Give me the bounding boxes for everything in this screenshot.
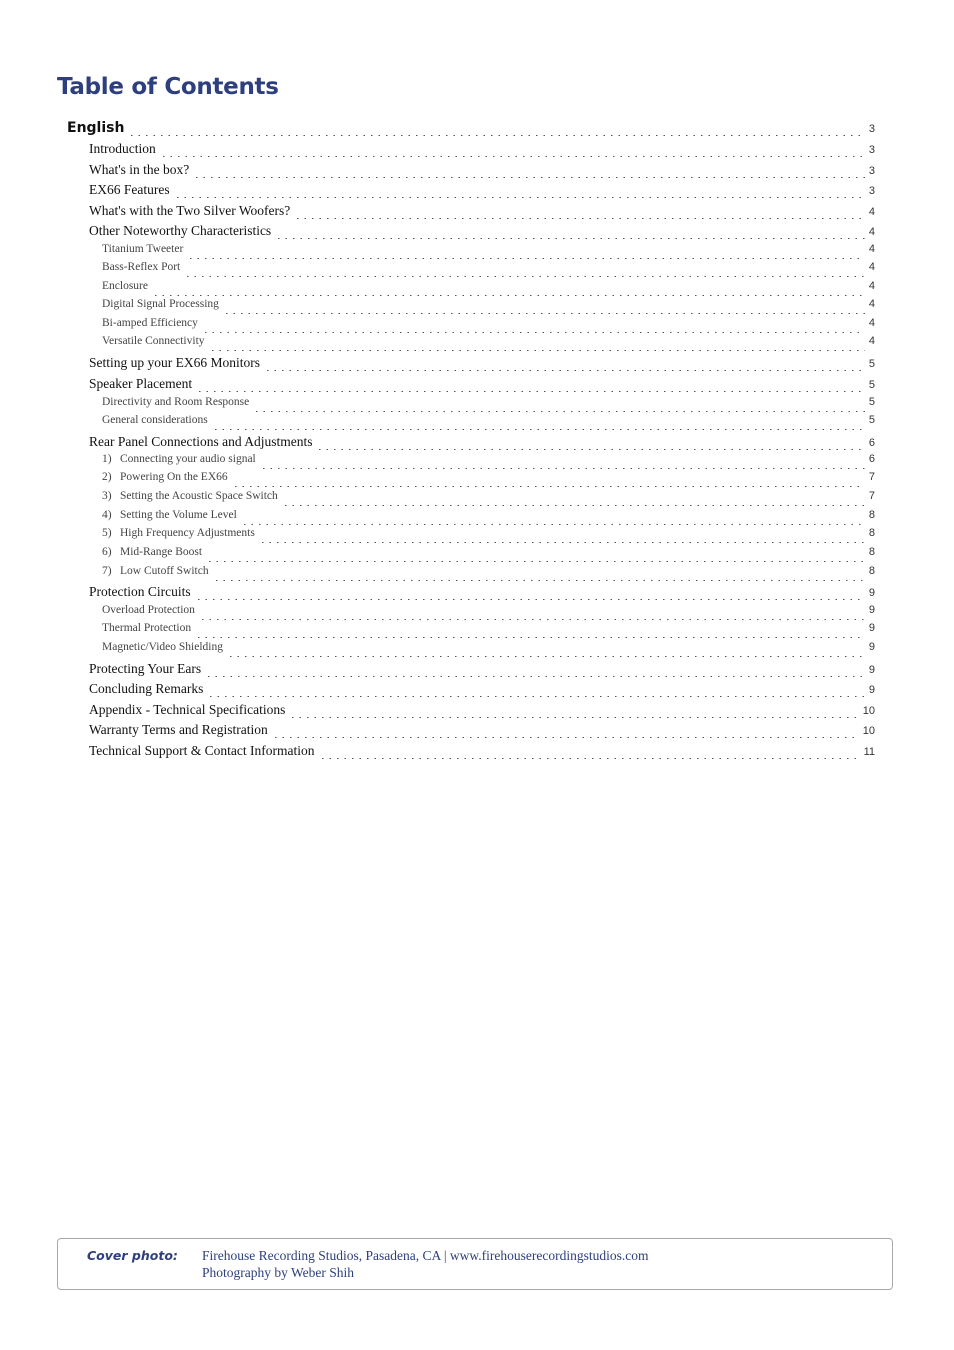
toc-entry-page-number: 3 xyxy=(868,123,875,135)
toc-entry-label xyxy=(102,509,237,521)
toc-entry-label xyxy=(102,317,198,329)
toc-entry-text: Digital Signal Processing xyxy=(102,298,219,310)
toc-dot-leader xyxy=(260,468,865,469)
toc-entry-page-number: 5 xyxy=(868,414,875,426)
toc-entry-label xyxy=(89,743,315,759)
toc-entry[interactable] xyxy=(102,261,875,281)
toc-dot-leader xyxy=(160,156,865,157)
toc-entry-page-number: 6 xyxy=(868,453,875,465)
toc-entry-page-number: 8 xyxy=(868,546,875,558)
toc-dot-leader xyxy=(187,258,865,259)
toc-entry-text: English xyxy=(67,120,125,136)
toc-entry[interactable] xyxy=(89,355,875,375)
toc-entry-text: General considerations xyxy=(102,414,208,426)
toc-entry-number: 5) xyxy=(102,527,112,539)
toc-entry[interactable] xyxy=(89,702,875,722)
toc-entry-page-number: 10 xyxy=(862,705,875,717)
toc-entry-label xyxy=(102,622,191,634)
toc-entry-label xyxy=(102,641,223,653)
toc-entry-label xyxy=(89,584,191,600)
toc-entry-text: What's with the Two Silver Woofers? xyxy=(89,203,291,218)
toc-entry[interactable] xyxy=(102,527,875,547)
toc-dot-leader xyxy=(212,429,865,430)
toc-dot-leader xyxy=(202,332,865,333)
toc-entry[interactable] xyxy=(89,203,875,223)
toc-dot-leader xyxy=(259,542,865,543)
toc-entry-text: EX66 Features xyxy=(89,182,170,197)
toc-entry[interactable] xyxy=(102,317,875,337)
toc-entry[interactable] xyxy=(102,604,875,624)
toc-entry-page-number: 9 xyxy=(868,641,875,653)
toc-entry-page-number: 3 xyxy=(868,144,875,156)
toc-entry-label xyxy=(89,162,189,178)
toc-entry[interactable] xyxy=(102,396,875,416)
toc-entry-label xyxy=(67,120,124,136)
toc-dot-leader xyxy=(152,295,865,296)
toc-entry-text: Powering On the EX66 xyxy=(120,471,228,483)
toc-entry-label xyxy=(102,453,256,465)
toc-entry[interactable] xyxy=(89,434,875,454)
toc-dot-leader xyxy=(241,524,865,525)
toc-entry-page-number: 8 xyxy=(868,509,875,521)
toc-entry-text: Setting the Acoustic Space Switch xyxy=(120,490,278,502)
toc-entry-page-number: 4 xyxy=(868,243,875,255)
toc-entry[interactable] xyxy=(89,162,875,182)
toc-entry-label xyxy=(102,298,219,310)
toc-entry-text: Versatile Connectivity xyxy=(102,335,205,347)
toc-entry-page-number: 3 xyxy=(868,165,875,177)
toc-entry-page-number: 3 xyxy=(868,185,875,197)
toc-entry[interactable] xyxy=(89,661,875,681)
toc-entry-text: Other Noteworthy Characteristics xyxy=(89,223,272,238)
toc-entry-number: 3) xyxy=(102,490,112,502)
toc-entry-text: Overload Protection xyxy=(102,604,195,616)
toc-entry-page-number: 8 xyxy=(868,527,875,539)
toc-dot-leader xyxy=(316,449,864,450)
toc-entry-text: Introduction xyxy=(89,141,156,156)
toc-entry[interactable] xyxy=(89,743,875,763)
toc-entry-label xyxy=(102,335,205,347)
toc-entry-text: Appendix - Technical Specifications xyxy=(89,702,286,717)
toc-entry-label xyxy=(89,376,192,392)
toc-entry-text: High Frequency Adjustments xyxy=(120,527,255,539)
toc-entry-page-number: 9 xyxy=(868,622,875,634)
toc-entry-label xyxy=(89,182,170,198)
toc-entry-text: Speaker Placement xyxy=(89,376,193,391)
toc-entry-page-number: 5 xyxy=(868,358,875,370)
toc-entry-label xyxy=(102,280,148,292)
toc-dot-leader xyxy=(253,411,865,412)
toc-entry[interactable] xyxy=(102,622,875,642)
toc-entry[interactable] xyxy=(102,490,875,510)
toc-entry-text: Titanium Tweeter xyxy=(102,243,184,255)
toc-dot-leader xyxy=(223,313,865,314)
cover-photo-credit-box xyxy=(57,1238,893,1290)
toc-entry-number: 6) xyxy=(102,546,112,558)
cover-photo-label: Cover photo: xyxy=(87,1248,178,1263)
toc-entry-page-number: 5 xyxy=(868,396,875,408)
toc-entry-text: Bi-amped Efficiency xyxy=(102,317,198,329)
toc-entry[interactable] xyxy=(67,120,875,140)
toc-entry-page-number: 4 xyxy=(868,298,875,310)
toc-entry[interactable] xyxy=(89,681,875,701)
toc-dot-leader xyxy=(227,656,865,657)
toc-entry-label xyxy=(102,527,255,539)
toc-entry[interactable] xyxy=(102,335,875,355)
toc-entry-label xyxy=(102,243,183,255)
toc-entry-page-number: 9 xyxy=(868,684,875,696)
toc-entry-text: Rear Panel Connections and Adjustments xyxy=(89,434,313,449)
toc-entry-text: Bass-Reflex Port xyxy=(102,261,181,273)
toc-entry-number: 7) xyxy=(102,565,112,577)
toc-entry[interactable] xyxy=(102,641,875,661)
toc-dot-leader xyxy=(128,135,864,136)
toc-dot-leader xyxy=(289,717,858,718)
toc-entry-text: Protection Circuits xyxy=(89,584,191,599)
toc-dot-leader xyxy=(196,391,865,392)
toc-entry[interactable] xyxy=(102,298,875,318)
cover-photo-credit: Photography by Weber Shih xyxy=(202,1265,355,1280)
toc-entry-label xyxy=(89,681,203,697)
toc-entry-label xyxy=(89,141,156,157)
toc-entry-label xyxy=(102,604,195,616)
toc-entry[interactable] xyxy=(102,280,875,300)
toc-entry[interactable] xyxy=(102,453,875,473)
toc-entry-label xyxy=(89,223,271,239)
toc-entry[interactable] xyxy=(89,584,875,604)
toc-entry-number: 2) xyxy=(102,471,112,483)
toc-entry[interactable] xyxy=(102,509,875,529)
toc-entry-label xyxy=(102,396,249,408)
toc-entry-page-number: 4 xyxy=(868,206,875,218)
toc-dot-leader xyxy=(207,696,865,697)
toc-entry-page-number: 9 xyxy=(868,664,875,676)
toc-entry-text: Technical Support & Contact Information xyxy=(89,743,315,758)
toc-entry-label xyxy=(89,722,268,738)
toc-entry-text: Setting up your EX66 Monitors xyxy=(89,355,260,370)
toc-entry-label xyxy=(102,471,228,483)
toc-entry-text: Thermal Protection xyxy=(102,622,192,634)
toc-entry-page-number: 5 xyxy=(868,379,875,391)
toc-entry-text: Protecting Your Ears xyxy=(89,661,202,676)
toc-entry-text: Enclosure xyxy=(102,280,148,292)
toc-entry-page-number: 9 xyxy=(868,587,875,599)
toc-dot-leader xyxy=(206,561,865,562)
toc-entry[interactable] xyxy=(89,722,875,742)
toc-entry-page-number: 7 xyxy=(868,471,875,483)
toc-entry[interactable] xyxy=(89,223,875,243)
toc-entry-label xyxy=(102,261,180,273)
toc-entry-page-number: 7 xyxy=(868,490,875,502)
toc-entry-page-number: 10 xyxy=(862,725,875,737)
toc-dot-leader xyxy=(264,370,865,371)
toc-entry-text: Setting the Volume Level xyxy=(120,509,237,521)
toc-dot-leader xyxy=(195,599,865,600)
toc-entry-number: 1) xyxy=(102,453,112,465)
toc-entry-text: Magnetic/Video Shielding xyxy=(102,641,223,653)
toc-entry[interactable] xyxy=(102,565,875,585)
toc-entry-label xyxy=(89,355,260,371)
toc-entry-label xyxy=(89,203,290,219)
toc-dot-leader xyxy=(209,350,865,351)
toc-entry[interactable] xyxy=(102,546,875,566)
toc-dot-leader xyxy=(195,637,865,638)
toc-entry-text: Directivity and Room Response xyxy=(102,396,250,408)
cover-photo-location: Firehouse Recording Studios, Pasadena, CA | www.firehouserecordingstudios.com xyxy=(202,1248,649,1263)
toc-dot-leader xyxy=(232,486,865,487)
toc-entry-label xyxy=(102,414,208,426)
page-title: Table of Contents xyxy=(57,74,279,100)
toc-dot-leader xyxy=(193,177,865,178)
toc-entry[interactable] xyxy=(89,141,875,161)
toc-entry-page-number: 9 xyxy=(868,604,875,616)
toc-entry-page-number: 4 xyxy=(868,261,875,273)
toc-entry-text: What's in the box? xyxy=(89,162,190,177)
toc-entry-label xyxy=(89,661,201,677)
toc-dot-leader xyxy=(275,238,865,239)
toc-dot-leader xyxy=(213,580,865,581)
toc-dot-leader xyxy=(282,505,865,506)
toc-entry-label xyxy=(102,546,202,558)
toc-entry[interactable] xyxy=(102,471,875,491)
toc-entry[interactable] xyxy=(102,414,875,434)
toc-entry[interactable] xyxy=(89,182,875,202)
toc-entry-text: Concluding Remarks xyxy=(89,681,204,696)
toc-entry-page-number: 4 xyxy=(868,317,875,329)
toc-entry-text: Warranty Terms and Registration xyxy=(89,722,268,737)
toc-entry-page-number: 4 xyxy=(868,280,875,292)
toc-dot-leader xyxy=(319,758,860,759)
toc-dot-leader xyxy=(199,619,865,620)
toc-entry-number: 4) xyxy=(102,509,112,521)
toc-entry-text: Connecting your audio signal xyxy=(120,453,256,465)
toc-entry[interactable] xyxy=(102,243,875,263)
toc-entry-label xyxy=(102,490,278,502)
toc-entry-page-number: 4 xyxy=(868,226,875,238)
toc-entry[interactable] xyxy=(89,376,875,396)
toc-entry-page-number: 4 xyxy=(868,335,875,347)
toc-entry-label xyxy=(89,702,285,718)
toc-entry-text: Mid-Range Boost xyxy=(120,546,203,558)
toc-entry-page-number: 11 xyxy=(863,746,875,758)
toc-entry-page-number: 8 xyxy=(868,565,875,577)
toc-dot-leader xyxy=(184,276,865,277)
toc-entry-text: Low Cutoff Switch xyxy=(120,565,209,577)
toc-entry-label xyxy=(102,565,209,577)
toc-dot-leader xyxy=(205,676,865,677)
toc-entry-page-number: 6 xyxy=(868,437,875,449)
toc-dot-leader xyxy=(294,218,865,219)
toc-dot-leader xyxy=(272,737,859,738)
toc-dot-leader xyxy=(174,197,865,198)
toc-entry-label xyxy=(89,434,312,450)
